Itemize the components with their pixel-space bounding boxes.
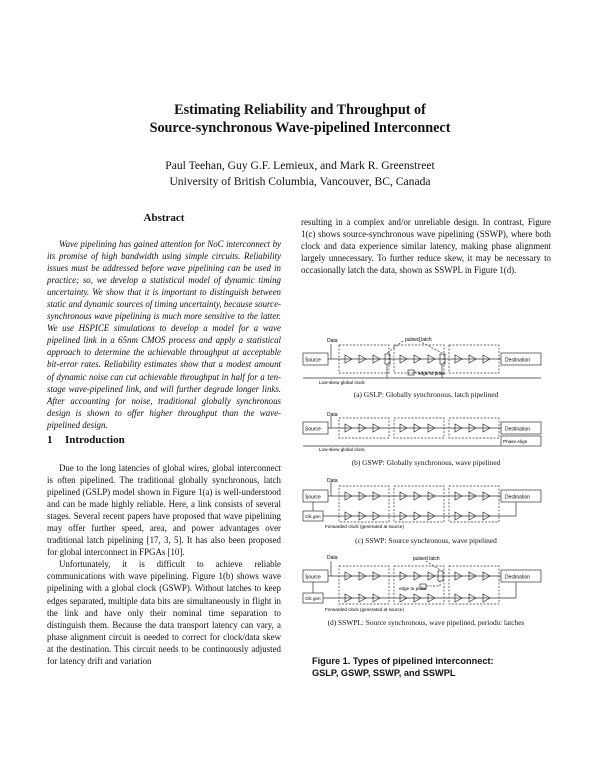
figure-1-caption (312, 655, 550, 679)
label-source: Source (305, 494, 321, 501)
caption-figure-1c: (c) SSWP: Source synchronous, wave pipelined (355, 536, 497, 545)
figure-1d-diagram (301, 554, 551, 614)
caption-figure-1a: (a) GSLP: Globally synchronous, latch pipelined (353, 390, 499, 399)
label-pulsed-latch: pulsed latch (405, 337, 432, 343)
label-phase-align: Phase Align (503, 439, 528, 444)
label-edge-to-pulse: edge to pulse (418, 371, 446, 376)
abstract-heading: Abstract (143, 212, 185, 224)
label-data: Data (327, 555, 338, 561)
paper-title-line-2: Source-synchronous Wave-pipelined Interconnect (149, 120, 451, 136)
caption-figure-1d: (d) SSWPL: Source synchronous, wave pipelined, periodic latches (327, 618, 525, 627)
label-source: Source (305, 357, 321, 364)
label-clk-gen: Clk gen (305, 596, 321, 601)
affiliation: University of British Columbia, Vancouver, BC, Canada (169, 175, 431, 188)
label-pulsed-latch: pulsed latch (413, 556, 440, 562)
label-destination: Destination (505, 357, 531, 364)
label-forwarded-clock: Forwarded clock (generated at source) (325, 607, 404, 612)
caption-figure-1b: (b) GSWP: Globally synchronous, wave pipelined (351, 458, 501, 467)
figure-1c-diagram (301, 478, 551, 530)
label-destination: Destination (505, 494, 531, 501)
label-low-skew-clock: Low-skew global clock (319, 380, 365, 385)
label-data: Data (327, 412, 338, 418)
label-destination: Destination (505, 574, 531, 581)
label-edge-to-pulse: edge to pulse (399, 586, 427, 591)
right-column-paragraph: resulting in a complex and/or unreliable design. In contrast, Figure 1(c) shows source-synchronous wave pipelining (SSWP), where both clock and data experience similar latency, making phase alignment largely unnecessary. To further reduce skew, it may be necessary to occasionally latch the data, shown as SSWPL in Figure 1(d). (301, 217, 551, 276)
section-heading-introduction (47, 434, 125, 446)
intro-body (47, 462, 281, 667)
abstract-text: Wave pipelining has gained attention for NoC interconnect by its promise of high bandwidth using simple circuits. Reliability issues must be addressed before wave pipelining can be used in practice; so, we develop a statistical model of dynamic timing uncertainty. We show that it is important to distinguish between static and dynamic sources of timing uncertainty, because source-synchronous wave pipelining is much more sensitive to the latter. We use HSPICE simulations to develop a model for a wave pipelined link in a 65nm CMOS process and apply a statistical approach to determine the achievable throughput at acceptable bit-error rates. Reliability estimates show that a modest amount of dynamic noise can cut achievable throughput in half for a ten-stage wave-pipelined link, and will further degrade longer links. After accounting for noise, traditional globally synchronous design is shown to offer higher throughput than the wave-pipelined design. (47, 239, 281, 430)
label-data: Data (327, 338, 338, 344)
label-clk-gen: Clk gen (305, 514, 321, 519)
figure-1a-diagram (301, 334, 551, 386)
author-list: Paul Teehan, Guy G.F. Lemieux, and Mark R. Greenstreet (165, 159, 435, 172)
section-number: 1 (47, 434, 53, 446)
intro-paragraph-2: Unfortunately, it is difficult to achieve reliable communications with wave pipelining. Figure 1(b) shows wave pipelining with a global clock (GSWP). Without latches to keep edges separated, multiple data bits are simultaneously in flight in the link and have only their nominal time separation to distinguish them. Because the data transport latency can vary, a phase alignment circuit is needed to correct for clock/data skew at the destination. This circuit needs to be continuously adjusted for latency drift and variation (47, 559, 281, 666)
label-low-skew-clock: Low-skew global clock (319, 447, 365, 452)
figure-1b-diagram (301, 412, 551, 452)
label-data: Data (327, 478, 338, 484)
right-column-text (301, 216, 551, 276)
label-destination: Destination (505, 426, 531, 433)
figure-caption-line-2: GSLP, GSWP, SSWP, and SSWPL (312, 668, 456, 678)
label-source: Source (305, 426, 321, 433)
intro-paragraph-1: Due to the long latencies of global wires, global interconnect is often pipelined. The traditional globally synchronous, latch pipelined (GSLP) model shown in Figure 1(a) is well-understood and can be made highly reliable. Here, a link consists of several stages. Several recent papers have proposed that wave pipelining may offer further speed, area, and power advantages over traditional latch pipelining [17, 3, 5]. It has also been proposed for global interconnect in FPGAs [10]. (47, 463, 281, 558)
label-source: Source (305, 574, 321, 581)
paper-title-line-1: Estimating Reliability and Throughput of (174, 102, 426, 118)
figure-caption-line-1: Figure 1. Types of pipelined interconnect: (312, 656, 494, 666)
section-title: Introduction (65, 434, 125, 446)
label-forwarded-clock: Forwarded clock (generated at source) (325, 524, 404, 529)
